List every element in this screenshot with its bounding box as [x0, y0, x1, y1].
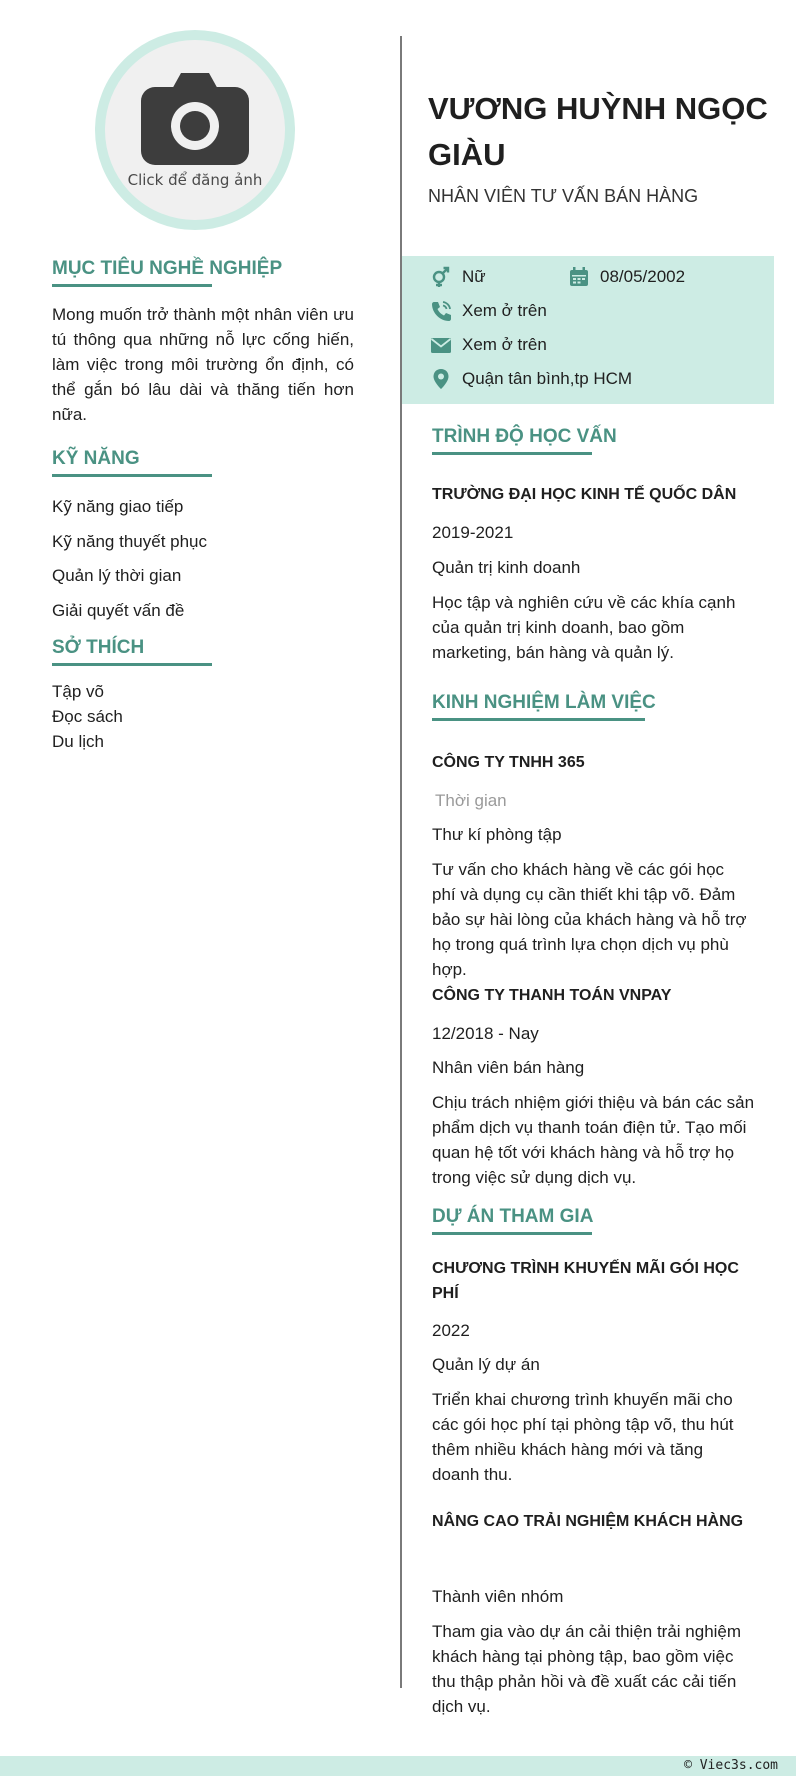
skill-item: Kỹ năng giao tiếp — [52, 497, 184, 516]
objective-title: MỤC TIÊU NGHỀ NGHIỆP — [52, 258, 212, 287]
phone-row — [430, 300, 547, 322]
objective-text: Mong muốn trở thành một nhân viên ưu tú thông qua những nỗ lực cống hiến, làm việc trong môi trường ổn định, có thể gắn bó lâu dài và thăng tiến hơn nữa. — [52, 305, 354, 424]
envelope-icon — [430, 334, 452, 356]
skills-list — [52, 490, 207, 628]
education-school: TRƯỜNG ĐẠI HỌC KINH TẾ QUỐC DÂN — [432, 486, 737, 503]
photo-upload[interactable] — [95, 30, 295, 230]
projects-title: DỰ ÁN THAM GIA — [432, 1206, 592, 1235]
address-row — [430, 368, 632, 390]
photo-upload-label: Click để đăng ảnh — [127, 171, 263, 189]
job-time: 12/2018 - Nay — [432, 1024, 539, 1043]
footer-bar — [0, 1756, 796, 1776]
footer-credit[interactable]: © Viec3s.com — [684, 1758, 778, 1773]
hobbies-title: SỞ THÍCH — [52, 637, 212, 666]
job-company: CÔNG TY TNHH 365 — [432, 754, 585, 771]
job-role: Nhân viên bán hàng — [432, 1058, 585, 1077]
skills-title: KỸ NĂNG — [52, 448, 212, 477]
job-time: Thời gian — [435, 791, 507, 810]
education-major: Quản trị kinh doanh — [432, 558, 581, 577]
skill-item: Giải quyết vấn đề — [52, 600, 185, 620]
project-time: 2022 — [432, 1321, 470, 1340]
gender-value: Nữ — [462, 267, 486, 286]
project-role: Quản lý dự án — [432, 1355, 540, 1374]
education-title: TRÌNH ĐỘ HỌC VẤN — [432, 426, 592, 455]
email-row — [430, 334, 547, 356]
phone-icon — [430, 300, 452, 322]
dob-value: 08/05/2002 — [600, 267, 686, 286]
dob-row — [568, 266, 685, 288]
hobby-item: Du lịch — [52, 732, 104, 751]
project-role: Thành viên nhóm — [432, 1587, 564, 1606]
contact-info — [402, 256, 774, 404]
candidate-position: NHÂN VIÊN TƯ VẤN BÁN HÀNG — [428, 186, 699, 206]
gender-icon — [430, 266, 452, 288]
calendar-icon — [568, 266, 590, 288]
project-description: Tham gia vào dự án cải thiện trải nghiệm khách hàng tại phòng tập, bao gồm việc thu thập phản hồi và đề xuất các cải tiến dịch vụ. — [432, 1622, 742, 1716]
gender-row — [430, 266, 486, 288]
job-role: Thư kí phòng tập — [432, 825, 562, 844]
education-time: 2019-2021 — [432, 523, 514, 542]
hobby-item: Đọc sách — [52, 707, 123, 726]
location-pin-icon — [430, 368, 452, 390]
job-company: CÔNG TY THANH TOÁN VNPAY — [432, 987, 672, 1004]
project-name: CHƯƠNG TRÌNH KHUYẾN MÃI GÓI HỌC PHÍ — [432, 1260, 739, 1302]
project-name: NÂNG CAO TRẢI NGHIỆM KHÁCH HÀNG — [432, 1513, 744, 1530]
project-description: Triển khai chương trình khuyến mãi cho các gói học phí tại phòng tập võ, thu hút thêm nhiều khách hàng mới và tăng doanh thu. — [432, 1390, 734, 1484]
address-value: Quận tân bình,tp HCM — [462, 369, 633, 388]
job-description: Chịu trách nhiệm giới thiệu và bán các sản phẩm dịch vụ thanh toán điện tử. Tạo mối quan hệ tốt với khách hàng và hỗ trợ họ trong việc sử dụng dịch vụ. — [432, 1093, 755, 1187]
hobby-item: Tập võ — [52, 682, 104, 701]
skill-item: Quản lý thời gian — [52, 566, 182, 585]
skill-item: Kỹ năng thuyết phục — [52, 531, 208, 551]
email-value: Xem ở trên — [462, 335, 547, 354]
job-description: Tư vấn cho khách hàng về các gói học phí và dụng cụ cần thiết khi tập võ. Đảm bảo sự hài lòng của khách hàng và hỗ trợ họ trong quá trình lựa chọn dịch vụ phù hợp. — [432, 860, 747, 979]
education-description: Học tập và nghiên cứu về các khía cạnh của quản trị kinh doanh, bao gồm marketing, bán hàng và quản lý. — [432, 593, 736, 662]
experience-title: KINH NGHIỆM LÀM VIỆC — [432, 692, 645, 721]
camera-icon — [141, 71, 249, 165]
phone-value: Xem ở trên — [462, 301, 547, 320]
hobbies-list — [52, 679, 123, 754]
candidate-name: VƯƠNG HUỲNH NGỌC GIÀU — [428, 91, 768, 172]
